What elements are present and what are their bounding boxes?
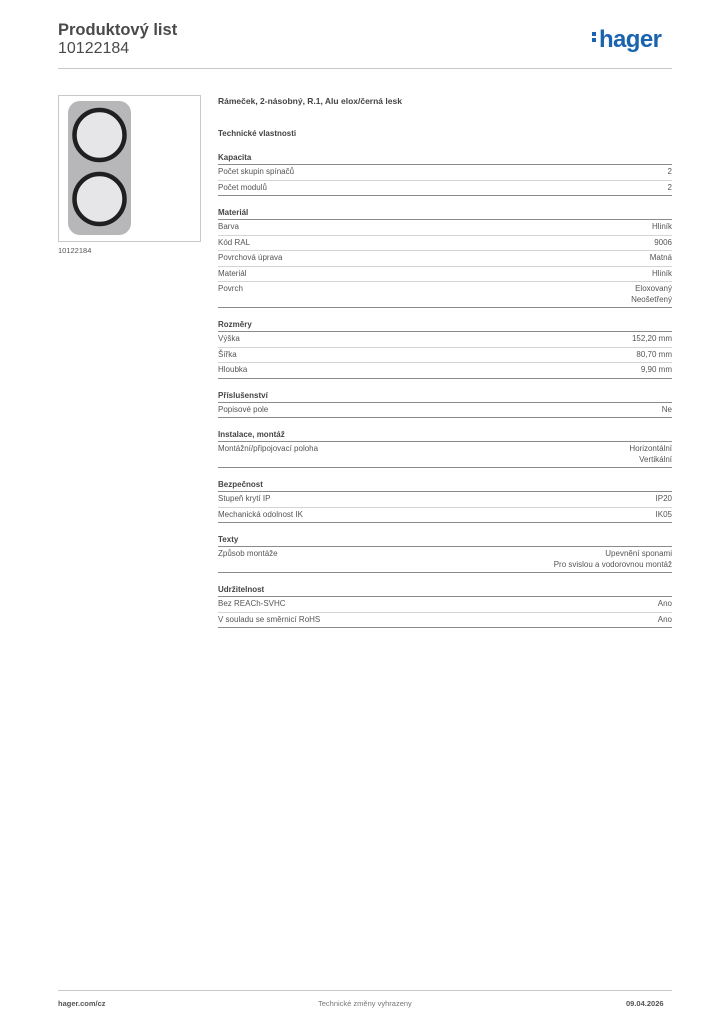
- spec-value-line: 2: [667, 182, 672, 192]
- image-caption: 10122184: [58, 246, 92, 255]
- spec-value-line: IK05: [655, 509, 672, 519]
- spec-value-line: Upevnění sponami: [605, 549, 672, 558]
- spec-row: [218, 363, 672, 379]
- spec-label: Kód RAL: [218, 237, 251, 247]
- spec-value-line: 152,20 mm: [631, 334, 672, 343]
- spec-row: [218, 442, 672, 468]
- spec-label: Barva: [218, 222, 239, 231]
- spec-value-line: Matná: [649, 253, 672, 262]
- spec-value: [652, 222, 672, 233]
- spec-value: [656, 494, 672, 505]
- spec-content: [218, 96, 672, 628]
- spec-value: [662, 405, 672, 416]
- section-title: Udržitelnost: [218, 585, 672, 597]
- spec-value-line: Hliník: [651, 268, 672, 278]
- spec-row: [218, 236, 672, 252]
- section-title: Rozměry: [218, 320, 672, 332]
- spec-section: [218, 585, 672, 628]
- product-image: [59, 96, 200, 241]
- spec-row: [218, 403, 672, 419]
- spec-value-line: Hliník: [651, 222, 672, 231]
- spec-row: [218, 251, 672, 267]
- spec-label: Počet skupin spínačů: [218, 167, 295, 176]
- footer-notice: Technické změny vyhrazeny: [318, 999, 412, 1008]
- spec-row: [218, 613, 672, 629]
- upper-ring-icon: [75, 110, 125, 160]
- spec-value-line: 9006: [654, 237, 672, 247]
- spec-section: [218, 391, 672, 419]
- spec-row: [218, 165, 672, 181]
- spec-row: [218, 597, 672, 613]
- product-number: 10122184: [58, 40, 130, 57]
- spec-value-line: Pro svislou a vodorovnou montáž: [553, 559, 672, 569]
- section-title: Instalace, montáž: [218, 430, 672, 442]
- spec-value: [631, 284, 672, 305]
- product-image-box: [58, 95, 201, 242]
- spec-value-line: Ano: [657, 599, 672, 608]
- spec-value: [654, 238, 672, 249]
- spec-label: Mechanická odolnost IK: [218, 509, 303, 519]
- header-divider: [58, 68, 672, 69]
- spec-row: [218, 348, 672, 364]
- spec-value: [658, 599, 672, 610]
- product-name: Rámeček, 2-násobný, R.1, Alu elox/černá lesk: [218, 96, 402, 106]
- spec-value: [632, 334, 672, 345]
- spec-label: Povrch: [218, 284, 243, 293]
- spec-value-line: Horizontální: [629, 444, 672, 453]
- spec-label: Výška: [218, 334, 240, 343]
- footer-date: 09.04.2026: [626, 999, 664, 1008]
- spec-value-line: 2: [667, 167, 672, 176]
- spec-value: [636, 350, 672, 361]
- spec-value-line: Eloxovaný: [635, 284, 672, 293]
- spec-label: Montážní/připojovací poloha: [218, 444, 319, 453]
- spec-value: [554, 549, 672, 570]
- spec-value-line: Vertikální: [639, 454, 672, 464]
- spec-value-line: Ano: [657, 614, 672, 624]
- spec-row: [218, 508, 672, 524]
- logo-dots-icon: [592, 30, 597, 44]
- spec-label: Materiál: [218, 268, 247, 278]
- spec-label: V souladu se směrnicí RoHS: [218, 614, 321, 624]
- spec-label: Stupeň krytí IP: [218, 494, 271, 503]
- spec-value: [668, 183, 672, 194]
- spec-row: [218, 267, 672, 283]
- spec-section: [218, 320, 672, 379]
- spec-label: Počet modulů: [218, 182, 267, 192]
- spec-label: Způsob montáže: [218, 549, 278, 558]
- spec-value: [629, 444, 672, 465]
- section-title: Bezpečnost: [218, 480, 672, 492]
- footer-website: hager.com/cz: [58, 999, 106, 1008]
- spec-row: [218, 181, 672, 197]
- spec-value-line: Ne: [661, 404, 672, 414]
- section-title: Kapacita: [218, 153, 672, 165]
- tech-properties-title: Technické vlastnosti: [218, 129, 297, 138]
- spec-section: [218, 208, 672, 308]
- spec-label: Povrchová úprava: [218, 253, 283, 262]
- spec-value-line: 80,70 mm: [636, 349, 672, 359]
- spec-value-line: Neošetřený: [631, 294, 672, 304]
- spec-section: [218, 480, 672, 523]
- spec-row: [218, 492, 672, 508]
- spec-value: [652, 269, 672, 280]
- footer-divider: [58, 990, 672, 991]
- section-title: Texty: [218, 535, 672, 547]
- spec-row: [218, 282, 672, 308]
- spec-label: Hloubka: [218, 365, 248, 374]
- spec-value: [658, 615, 672, 626]
- section-title: Materiál: [218, 208, 672, 220]
- page-title: Produktový list: [58, 21, 178, 39]
- spec-value-line: 9,90 mm: [640, 365, 672, 374]
- spec-value: [650, 253, 672, 264]
- spec-label: Šířka: [218, 349, 237, 359]
- spec-row: [218, 332, 672, 348]
- spec-label: Popisové pole: [218, 404, 269, 414]
- spec-value: [641, 365, 672, 376]
- spec-value: [656, 510, 672, 521]
- spec-row: [218, 547, 672, 573]
- logo-text: hager: [599, 26, 662, 53]
- spec-label: Bez REACh-SVHC: [218, 599, 286, 608]
- lower-ring-icon: [75, 174, 125, 224]
- section-title: Příslušenství: [218, 391, 672, 403]
- spec-section: [218, 535, 672, 573]
- spec-section: [218, 430, 672, 468]
- spec-value-line: IP20: [655, 494, 672, 503]
- spec-sections: [218, 153, 672, 628]
- hager-logo: [592, 28, 661, 52]
- spec-value: [668, 167, 672, 178]
- spec-section: [218, 153, 672, 196]
- spec-row: [218, 220, 672, 236]
